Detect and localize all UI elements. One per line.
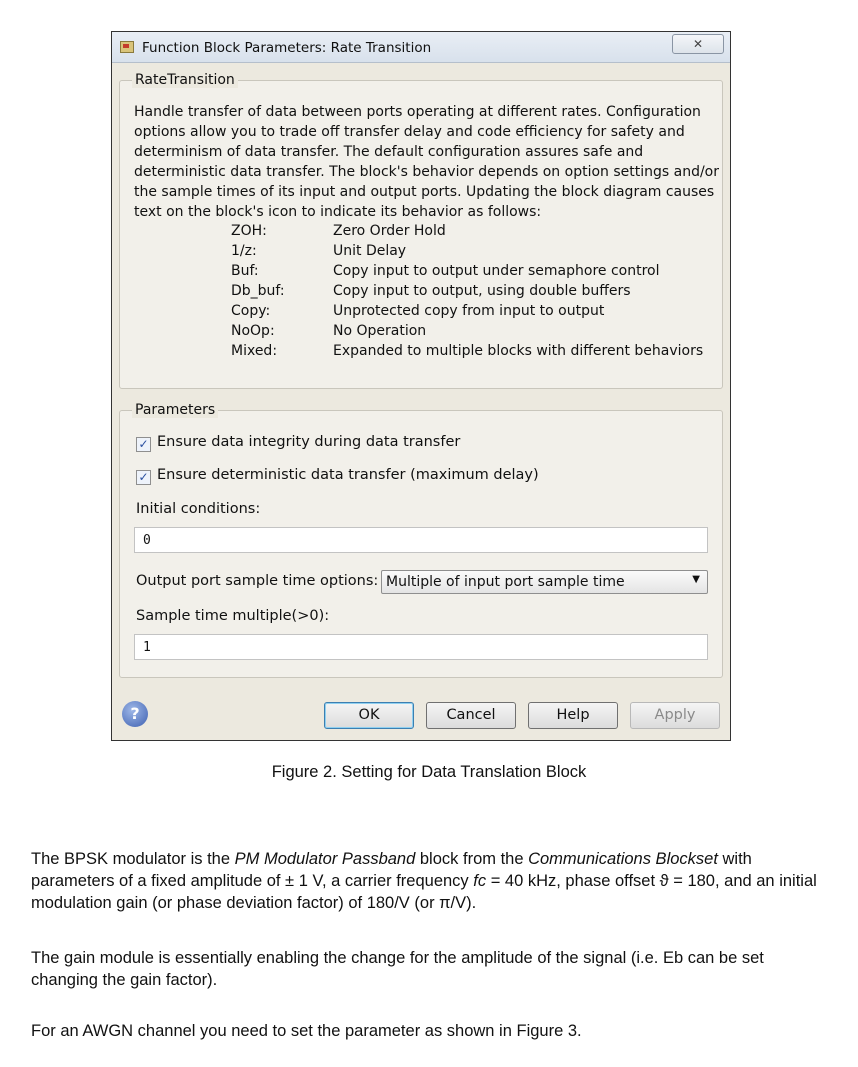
dropdown-arrow-icon: ▼ bbox=[692, 574, 700, 585]
title-bar[interactable] bbox=[112, 32, 730, 63]
help-button[interactable]: Help bbox=[528, 702, 618, 729]
code-row bbox=[134, 322, 724, 342]
output-port-sample-time-value: Multiple of input port sample time bbox=[386, 574, 625, 590]
sample-time-multiple-input[interactable]: 1 bbox=[134, 634, 708, 660]
simulink-app-icon bbox=[120, 41, 134, 53]
code-key: ZOH: bbox=[231, 223, 267, 240]
block-description bbox=[134, 103, 724, 362]
code-value: No Operation bbox=[333, 322, 427, 339]
dialog-title: Function Block Parameters: Rate Transition bbox=[142, 40, 432, 56]
p1-text-f: fc bbox=[473, 872, 487, 890]
ratetransition-group bbox=[119, 72, 723, 389]
code-value: Copy input to output, using double buffers bbox=[333, 283, 631, 300]
bpsk-paragraph bbox=[31, 848, 821, 914]
data-integrity-checkbox[interactable]: ✓ bbox=[136, 437, 151, 452]
apply-button[interactable]: Apply bbox=[630, 702, 720, 729]
code-value: Unprotected copy from input to output bbox=[333, 303, 605, 319]
p1-text-d: Communications Blockset bbox=[528, 850, 718, 868]
code-key: Buf: bbox=[231, 263, 259, 280]
data-integrity-label: Ensure data integrity during data transfer bbox=[157, 434, 461, 450]
close-button[interactable]: ✕ bbox=[672, 34, 724, 54]
output-port-sample-time-select[interactable] bbox=[381, 570, 708, 594]
code-key: 1/z: bbox=[231, 243, 257, 260]
cancel-button[interactable]: Cancel bbox=[426, 702, 516, 729]
code-key: Db_buf: bbox=[231, 283, 285, 300]
parameters-group bbox=[119, 402, 723, 678]
ok-button[interactable]: OK bbox=[324, 702, 414, 729]
code-value: Copy input to output under semaphore control bbox=[333, 263, 660, 280]
code-key: Copy: bbox=[231, 303, 271, 319]
p1-text-g: = 40 kHz, phase offset ϑ = 180, and an initial modulation gain (or phase deviation factor) of 180/V (or π/V). bbox=[31, 872, 817, 912]
code-value: Unit Delay bbox=[333, 243, 407, 260]
deterministic-transfer-label: Ensure deterministic data transfer (maximum delay) bbox=[157, 467, 539, 483]
ratetransition-group-label: RateTransition bbox=[132, 72, 238, 88]
p1-text-e: with parameters of a fixed amplitude of ± 1 V, a carrier frequency bbox=[31, 850, 752, 890]
deterministic-transfer-checkbox[interactable]: ✓ bbox=[136, 470, 151, 485]
description-text: Handle transfer of data between ports operating at different rates. Configuration options allow you to trade off transfer delay and code efficiency for safety and determinism of data transfer. The default configuration assures safe and deterministic data transfer. The block's behavior depends on option settings and/or the sample times of its input and output ports. Updating the block diagram causes text on the block's icon to indicate its behavior as follows: bbox=[134, 104, 720, 220]
p1-text-b: PM Modulator Passband bbox=[234, 850, 416, 868]
sample-time-multiple-label: Sample time multiple(>0): bbox=[136, 608, 330, 624]
initial-conditions-label: Initial conditions: bbox=[136, 501, 261, 517]
code-row bbox=[134, 222, 724, 242]
gain-module-paragraph: The gain module is essentially enabling the change for the amplitude of the signal (i.e. Eb can be set changing the gain factor). bbox=[31, 949, 764, 989]
code-row bbox=[134, 282, 724, 302]
code-value: Expanded to multiple blocks with different behaviors bbox=[333, 342, 704, 359]
code-row bbox=[134, 342, 724, 362]
p1-text-a: The BPSK modulator is the bbox=[31, 850, 235, 868]
deterministic-transfer-checkbox-row[interactable] bbox=[136, 467, 539, 485]
code-row bbox=[134, 262, 724, 282]
figure-caption: Figure 2. Setting for Data Translation Block bbox=[271, 763, 587, 781]
code-value: Zero Order Hold bbox=[333, 223, 446, 240]
code-row bbox=[134, 242, 724, 262]
help-icon[interactable]: ? bbox=[122, 701, 148, 727]
parameters-group-label: Parameters bbox=[132, 402, 218, 418]
data-integrity-checkbox-row[interactable] bbox=[136, 434, 460, 452]
awgn-paragraph: For an AWGN channel you need to set the parameter as shown in Figure 3. bbox=[31, 1022, 582, 1040]
code-key: Mixed: bbox=[231, 342, 278, 359]
code-key: NoOp: bbox=[231, 322, 275, 339]
p1-text-c: block from the bbox=[415, 850, 529, 868]
code-row bbox=[134, 302, 724, 322]
function-block-parameters-dialog bbox=[111, 31, 731, 741]
initial-conditions-input[interactable]: 0 bbox=[134, 527, 708, 553]
output-port-sample-time-label: Output port sample time options: bbox=[136, 573, 379, 589]
